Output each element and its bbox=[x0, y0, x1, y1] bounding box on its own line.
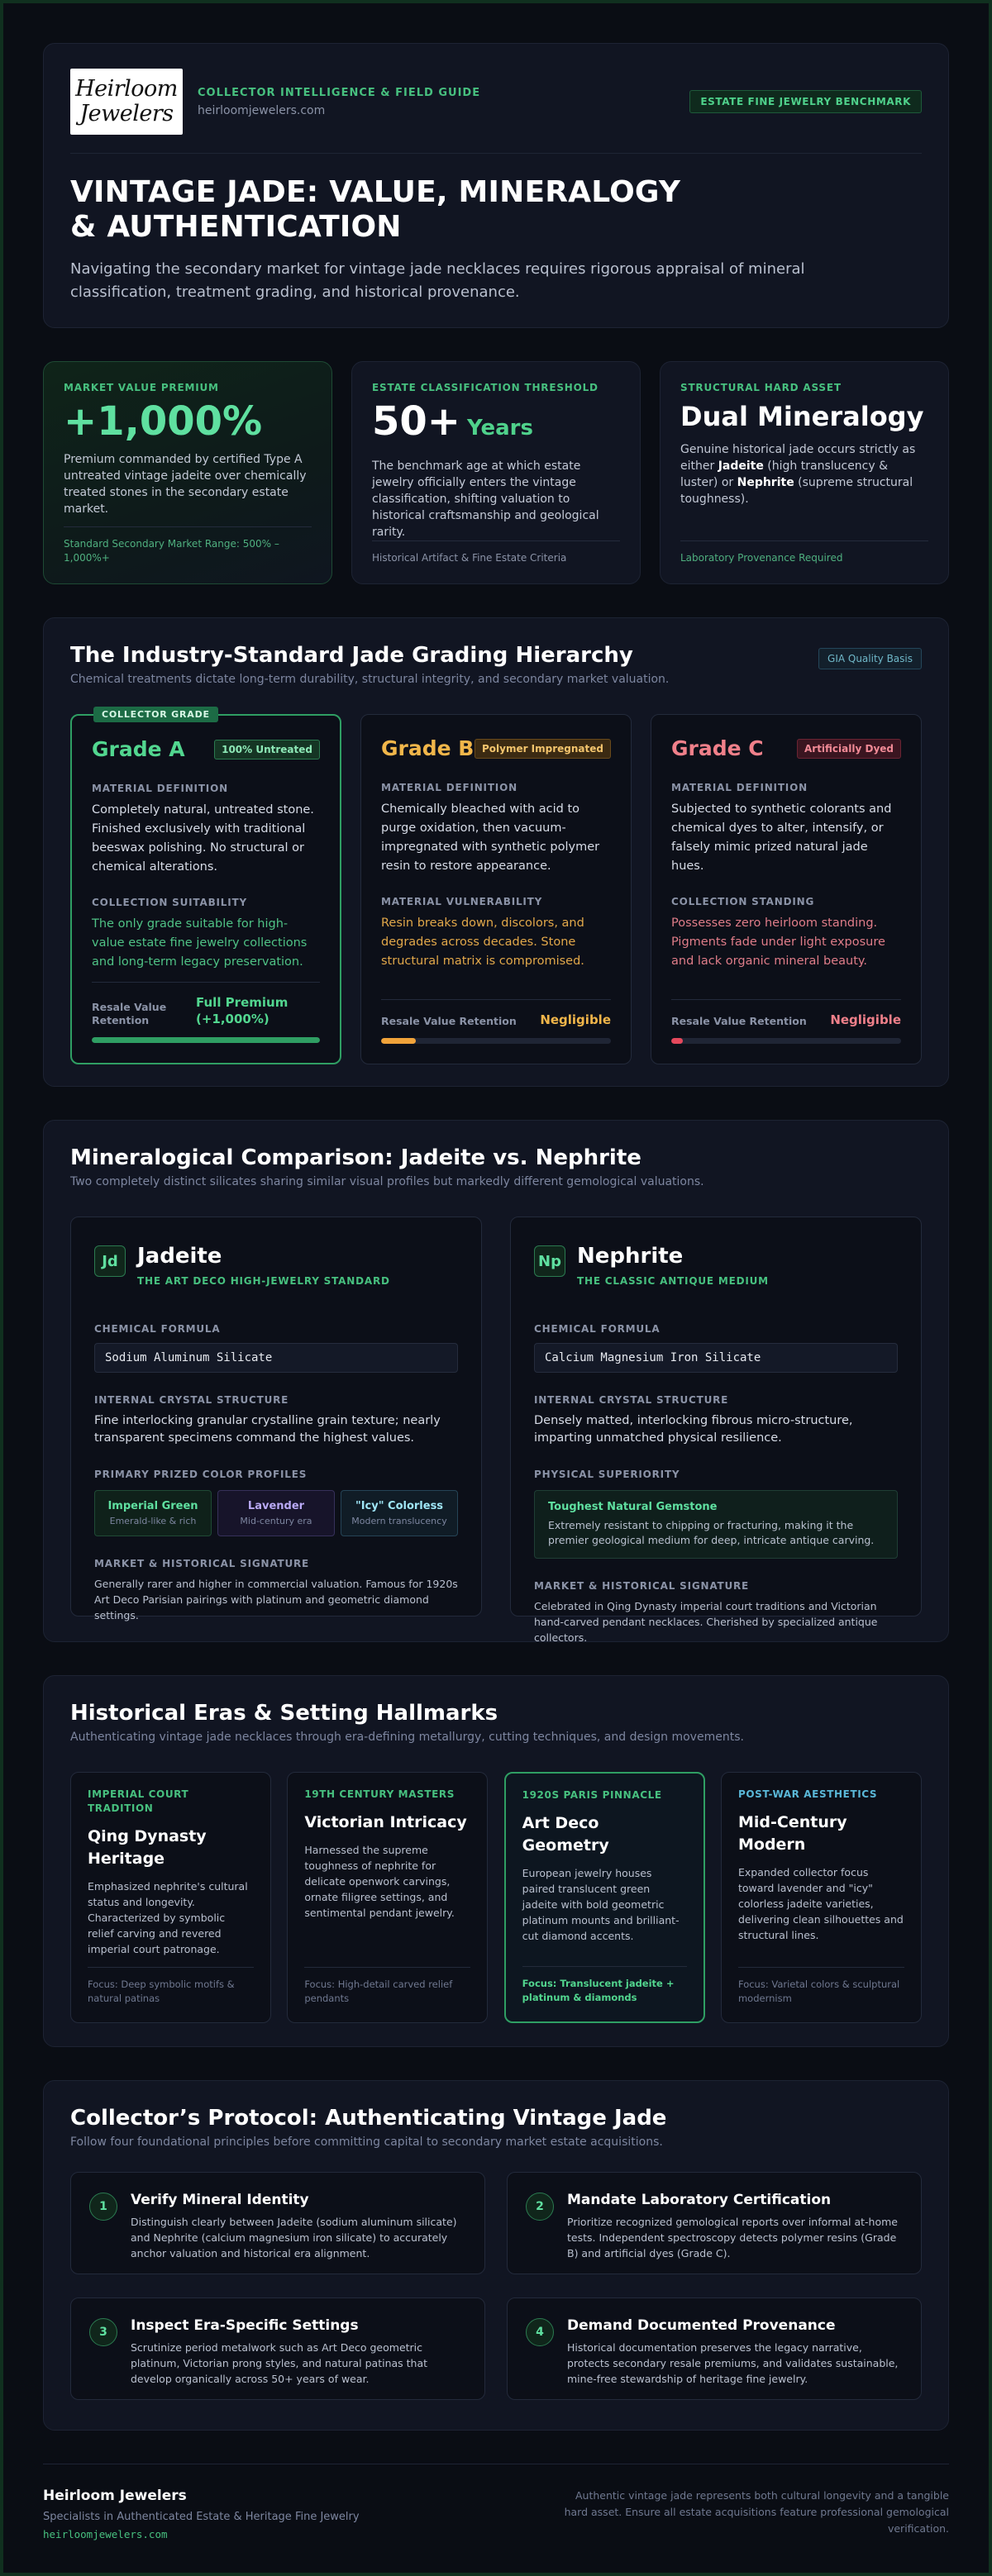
hero-header bbox=[43, 43, 949, 328]
grade-label: MATERIAL DEFINITION bbox=[92, 783, 228, 794]
footer-tagline: Specialists in Authenticated Estate & Heritage Fine Jewelry bbox=[43, 2511, 360, 2523]
section-title: The Industry-Standard Jade Grading Hierarchy bbox=[70, 643, 633, 668]
stats-row bbox=[43, 361, 949, 584]
step-number: 1 bbox=[89, 2193, 117, 2221]
grade-label: COLLECTION SUITABILITY bbox=[92, 897, 247, 908]
stat-value: 50+ bbox=[372, 398, 461, 445]
retention-bar bbox=[381, 1038, 611, 1044]
grade-card-b bbox=[360, 714, 632, 1064]
toughness-title: Toughest Natural Gemstone bbox=[548, 1501, 718, 1513]
section-title: Historical Eras & Setting Hallmarks bbox=[70, 1701, 498, 1726]
color-name: Imperial Green bbox=[107, 1500, 198, 1512]
toughness-desc: Extremely resistant to chipping or fracturing, making it the premier geological medium for deep, intricate antique carving. bbox=[548, 1519, 875, 1546]
grade-text: The only grade suitable for high-value estate fine jewelry collections and long-term legacy preservation. bbox=[92, 917, 308, 969]
protocol-step bbox=[507, 2297, 922, 2400]
mineral-label: PRIMARY PRIZED COLOR PROFILES bbox=[94, 1469, 308, 1480]
logo-line-1: Heirloom bbox=[75, 76, 178, 102]
step-desc: Distinguish clearly between Jadeite (sodium aluminum silicate) and Nephrite (calcium magnesium iron silicate) to accurately anchor valuation and historical era alignment. bbox=[131, 2216, 457, 2259]
footer-note: Authentic vintage jade represents both cultural longevity and a tangible hard asset. Ensure all estate acquisitions feature professional gemological verification. bbox=[564, 2489, 949, 2535]
color-profiles bbox=[94, 1490, 458, 1536]
mineral-label: PHYSICAL SUPERIORITY bbox=[534, 1469, 680, 1480]
retention-bar bbox=[92, 1037, 320, 1043]
desc-part: (supreme structural toughness). bbox=[680, 476, 913, 506]
era-card-victorian bbox=[287, 1772, 488, 2023]
color-name: Lavender bbox=[247, 1500, 305, 1512]
stat-card-estate-threshold bbox=[351, 361, 641, 584]
grade-card-a bbox=[70, 709, 341, 1064]
retention-bar-fill bbox=[671, 1038, 683, 1044]
stat-card-market-premium bbox=[43, 361, 332, 584]
era-kicker: 1920S PARIS PINNACLE bbox=[522, 1789, 662, 1801]
era-desc: European jewelry houses paired translucent green jadeite with bold geometric platinum mounts and brilliant-cut diamond accents. bbox=[522, 1867, 680, 1942]
grade-pill: Polymer Impregnated bbox=[475, 739, 611, 759]
stat-footnote: Historical Artifact & Fine Estate Criteria bbox=[372, 540, 620, 565]
stat-description: Premium commanded by certified Type A untreated vintage jadeite over chemically treated stones in the secondary estate market. bbox=[64, 453, 307, 516]
era-card-qing bbox=[70, 1772, 271, 2023]
color-desc: Mid-century era bbox=[240, 1516, 312, 1526]
grade-text: Resin breaks down, discolors, and degrades across decades. Stone structural matrix is compromised. bbox=[381, 917, 584, 968]
stat-value: +1,000% bbox=[64, 398, 263, 445]
mineral-header bbox=[534, 1244, 898, 1287]
footer-brand-name: Heirloom Jewelers bbox=[43, 2488, 187, 2504]
stat-card-dual-mineralogy bbox=[660, 361, 949, 584]
stat-kicker: MARKET VALUE PREMIUM bbox=[64, 382, 219, 393]
retention-label: Resale Value Retention bbox=[92, 1001, 167, 1026]
mineral-label: MARKET & HISTORICAL SIGNATURE bbox=[534, 1580, 750, 1592]
grade-card-c bbox=[651, 714, 922, 1064]
retention-row bbox=[671, 999, 901, 1028]
market-signature: Generally rarer and higher in commercial valuation. Famous for 1920s Art Deco Parisian pairings with platinum and geometric diamond settings. bbox=[94, 1578, 458, 1621]
grade-text: Possesses zero heirloom standing. Pigments fade under light exposure and lack organic mineral beauty. bbox=[671, 917, 885, 968]
page-footer bbox=[43, 2464, 949, 2540]
grade-pill: 100% Untreated bbox=[214, 740, 320, 759]
brand bbox=[70, 69, 480, 135]
era-card-art-deco bbox=[504, 1772, 705, 2023]
mineral-card-nephrite bbox=[510, 1217, 922, 1644]
retention-label: Resale Value Retention bbox=[671, 1015, 807, 1027]
grade-name: Grade A bbox=[92, 737, 185, 761]
retention-bar bbox=[671, 1038, 901, 1044]
stat-description: The benchmark age at which estate jewelry officially enters the vintage classification, shifting valuation to historical craftsmanship and geological rarity. bbox=[372, 459, 599, 539]
step-desc: Scrutinize period metalwork such as Art Deco geometric platinum, Victorian prong styles, and natural patinas that develop organically across 50+ years of wear. bbox=[131, 2341, 428, 2385]
stat-value-wrap bbox=[372, 398, 620, 451]
retention-value: Full Premium (+1,000%) bbox=[196, 995, 289, 1026]
grade-label: MATERIAL VULNERABILITY bbox=[381, 896, 543, 907]
grade-label: MATERIAL DEFINITION bbox=[381, 782, 517, 793]
page-title: VINTAGE JADE: VALUE, MINERALOGY & AUTHENTICATION bbox=[70, 175, 681, 244]
color-profile-icy-colorless bbox=[341, 1490, 458, 1536]
grading-section bbox=[43, 617, 949, 1087]
mineral-label: INTERNAL CRYSTAL STRUCTURE bbox=[94, 1394, 289, 1406]
mineral-name: Jadeite bbox=[137, 1244, 222, 1269]
section-subtitle: Follow four foundational principles before committing capital to secondary market estate acquisitions. bbox=[70, 2136, 663, 2149]
protocol-section bbox=[43, 2080, 949, 2431]
section-subtitle: Authenticating vintage jade necklaces through era-defining metallurgy, cutting techniques, and design movements. bbox=[70, 1731, 744, 1744]
color-desc: Emerald-like & rich bbox=[109, 1516, 197, 1526]
retention-bar-fill bbox=[381, 1038, 416, 1044]
mineral-label: MARKET & HISTORICAL SIGNATURE bbox=[94, 1558, 310, 1569]
grade-label: MATERIAL DEFINITION bbox=[671, 782, 808, 793]
era-name: Art Deco Geometry bbox=[522, 1814, 609, 1855]
grade-label: COLLECTION STANDING bbox=[671, 896, 815, 907]
protocol-steps bbox=[70, 2172, 922, 2400]
retention-value: Negligible bbox=[540, 1012, 611, 1027]
era-kicker: POST-WAR AESTHETICS bbox=[737, 1788, 878, 1800]
step-title: Inspect Era-Specific Settings bbox=[131, 2317, 359, 2334]
step-title: Mandate Laboratory Certification bbox=[567, 2192, 832, 2208]
mineral-tagline: THE CLASSIC ANTIQUE MEDIUM bbox=[577, 1275, 769, 1287]
era-focus: Focus: Varietal colors & sculptural modernism bbox=[738, 1967, 904, 2006]
section-title: Mineralogical Comparison: Jadeite vs. Nephrite bbox=[70, 1145, 641, 1170]
grade-pill: Artificially Dyed bbox=[797, 739, 901, 759]
chemical-formula: Calcium Magnesium Iron Silicate bbox=[534, 1343, 898, 1373]
stat-kicker: ESTATE CLASSIFICATION THRESHOLD bbox=[372, 382, 599, 393]
era-name: Qing Dynasty Heritage bbox=[88, 1827, 207, 1868]
color-profile-lavender bbox=[217, 1490, 335, 1536]
grade-text: Subjected to synthetic colorants and chemical dyes to alter, intensify, or falsely mimic prized natural jade hues. bbox=[671, 802, 892, 873]
step-desc: Prioritize recognized gemological reports over informal at-home tests. Independent spectroscopy detects polymer resins (Grade B) and artificial dyes (Grade C). bbox=[567, 2216, 898, 2259]
era-name: Victorian Intricacy bbox=[304, 1813, 467, 1831]
protocol-step bbox=[70, 2172, 485, 2274]
mineral-label: CHEMICAL FORMULA bbox=[94, 1323, 221, 1335]
crystal-structure: Densely matted, interlocking fibrous micro-structure, imparting unmatched physical resilience. bbox=[534, 1414, 853, 1445]
step-number: 4 bbox=[526, 2318, 554, 2346]
step-number: 2 bbox=[526, 2193, 554, 2221]
grade-footer bbox=[92, 982, 320, 1043]
grade-name: Grade C bbox=[671, 736, 764, 760]
grade-text: Chemically bleached with acid to purge oxidation, then vacuum-impregnated with synthetic polymer resin to restore appearance. bbox=[381, 802, 600, 873]
desc-jadeite: Jadeite bbox=[718, 459, 764, 473]
benchmark-badge: ESTATE FINE JEWELRY BENCHMARK bbox=[689, 90, 922, 113]
grade-footer bbox=[671, 999, 901, 1044]
brand-logo[interactable] bbox=[70, 69, 183, 135]
page-content bbox=[43, 0, 949, 2540]
brand-kicker: COLLECTOR INTELLIGENCE & FIELD GUIDE bbox=[198, 86, 481, 99]
gia-badge: GIA Quality Basis bbox=[818, 648, 922, 669]
mineral-name: Nephrite bbox=[577, 1244, 684, 1269]
footer-brand bbox=[43, 2488, 360, 2540]
color-desc: Modern translucency bbox=[351, 1516, 447, 1526]
grade-name: Grade B bbox=[381, 736, 475, 760]
logo-line-2: Jewelers bbox=[79, 101, 174, 126]
stat-footnote: Standard Secondary Market Range: 500% – 1,000%+ bbox=[64, 526, 312, 565]
retention-bar-fill bbox=[92, 1037, 320, 1043]
stat-unit: Years bbox=[467, 416, 533, 440]
era-focus: Focus: Translucent jadeite + platinum & diamonds bbox=[522, 1966, 687, 2005]
market-signature: Celebrated in Qing Dynasty imperial court traditions and Victorian hand-carved pendant necklaces. Cherished by specialized antique collectors. bbox=[534, 1600, 878, 1644]
brand-text bbox=[198, 87, 480, 117]
grade-cards bbox=[70, 709, 922, 1064]
mineral-symbol-icon: Np bbox=[534, 1245, 565, 1277]
era-desc: Harnessed the supreme toughness of nephrite for delicate openwork carvings, ornate filigree settings, and sentimental pendant jewelry. bbox=[304, 1844, 455, 1919]
retention-value: Negligible bbox=[830, 1012, 901, 1027]
grade-header bbox=[92, 737, 320, 761]
chemical-formula: Sodium Aluminum Silicate bbox=[94, 1343, 458, 1373]
era-kicker: IMPERIAL COURT TRADITION bbox=[88, 1788, 189, 1814]
grade-text: Completely natural, untreated stone. Finished exclusively with traditional beeswax polishing. No structural or chemical alterations. bbox=[92, 803, 314, 874]
retention-label: Resale Value Retention bbox=[381, 1015, 517, 1027]
eras-section bbox=[43, 1675, 949, 2047]
mineral-header bbox=[94, 1244, 458, 1287]
retention-row bbox=[381, 999, 611, 1028]
section-title: Collector’s Protocol: Authenticating Vintage Jade bbox=[70, 2106, 667, 2131]
desc-part: Genuine historical jade occurs strictly as either bbox=[680, 443, 916, 473]
footer-url-link[interactable]: heirloomjewelers.com bbox=[43, 2528, 168, 2540]
mineral-label: CHEMICAL FORMULA bbox=[534, 1323, 661, 1335]
page-subtitle: Navigating the secondary market for vintage jade necklaces requires rigorous appraisal of mineral classification, treatment grading, and historical provenance. bbox=[70, 260, 805, 301]
mineral-card-jadeite bbox=[70, 1217, 482, 1621]
mineral-cards bbox=[70, 1217, 922, 1644]
grade-header bbox=[381, 736, 611, 760]
step-title: Demand Documented Provenance bbox=[567, 2317, 836, 2334]
crystal-structure: Fine interlocking granular crystalline grain texture; nearly transparent specimens command the highest values. bbox=[94, 1414, 441, 1445]
era-kicker: 19TH CENTURY MASTERS bbox=[304, 1788, 455, 1800]
section-subtitle: Two completely distinct silicates sharing similar visual profiles but markedly different gemological valuations. bbox=[70, 1175, 704, 1188]
grade-footer bbox=[381, 999, 611, 1044]
era-focus: Focus: High-detail carved relief pendants bbox=[304, 1967, 470, 2006]
era-card-mid-century bbox=[721, 1772, 922, 2023]
step-number: 3 bbox=[89, 2318, 117, 2346]
retention-row bbox=[92, 982, 320, 1027]
mineral-label: INTERNAL CRYSTAL STRUCTURE bbox=[534, 1394, 729, 1406]
era-desc: Emphasized nephrite's cultural status and longevity. Characterized by symbolic relief carving and revered imperial court patronage. bbox=[88, 1880, 248, 1955]
era-cards bbox=[70, 1772, 922, 2023]
era-desc: Expanded collector focus toward lavender and "icy" colorless jadeite varieties, delivering clean silhouettes and structural lines. bbox=[737, 1866, 904, 1941]
step-desc: Historical documentation preserves the legacy narrative, protects secondary resale premiums, and validates sustainable, mine-free stewardship of heritage fine jewelry. bbox=[567, 2341, 899, 2385]
desc-nephrite: Nephrite bbox=[737, 476, 794, 489]
protocol-step bbox=[507, 2172, 922, 2274]
stat-kicker: STRUCTURAL HARD ASSET bbox=[680, 382, 842, 393]
mineralogy-section bbox=[43, 1120, 949, 1642]
step-title: Verify Mineral Identity bbox=[131, 2192, 309, 2208]
stat-value: Dual Mineralogy bbox=[680, 401, 924, 432]
color-name: "Icy" Colorless bbox=[355, 1500, 444, 1512]
protocol-step bbox=[70, 2297, 485, 2400]
era-focus: Focus: Deep symbolic motifs & natural patinas bbox=[88, 1967, 254, 2006]
toughness-callout bbox=[534, 1490, 898, 1559]
grade-header bbox=[671, 736, 901, 760]
mineral-tagline: THE ART DECO HIGH-JEWELRY STANDARD bbox=[137, 1275, 390, 1287]
stat-footnote: Laboratory Provenance Required bbox=[680, 540, 928, 565]
mineral-symbol-icon: Jd bbox=[94, 1245, 126, 1277]
hero-top-bar bbox=[70, 69, 922, 154]
stat-description bbox=[680, 441, 928, 507]
section-header bbox=[70, 643, 922, 686]
color-profile-imperial-green bbox=[94, 1490, 212, 1536]
section-subtitle: Chemical treatments dictate long-term durability, structural integrity, and secondary market valuation. bbox=[70, 673, 670, 686]
brand-url[interactable]: heirloomjewelers.com bbox=[198, 103, 326, 117]
era-name: Mid-Century Modern bbox=[737, 1813, 847, 1854]
desc-part: (high translucency & luster) or bbox=[680, 459, 889, 489]
collector-grade-flag: COLLECTOR GRADE bbox=[93, 707, 218, 722]
